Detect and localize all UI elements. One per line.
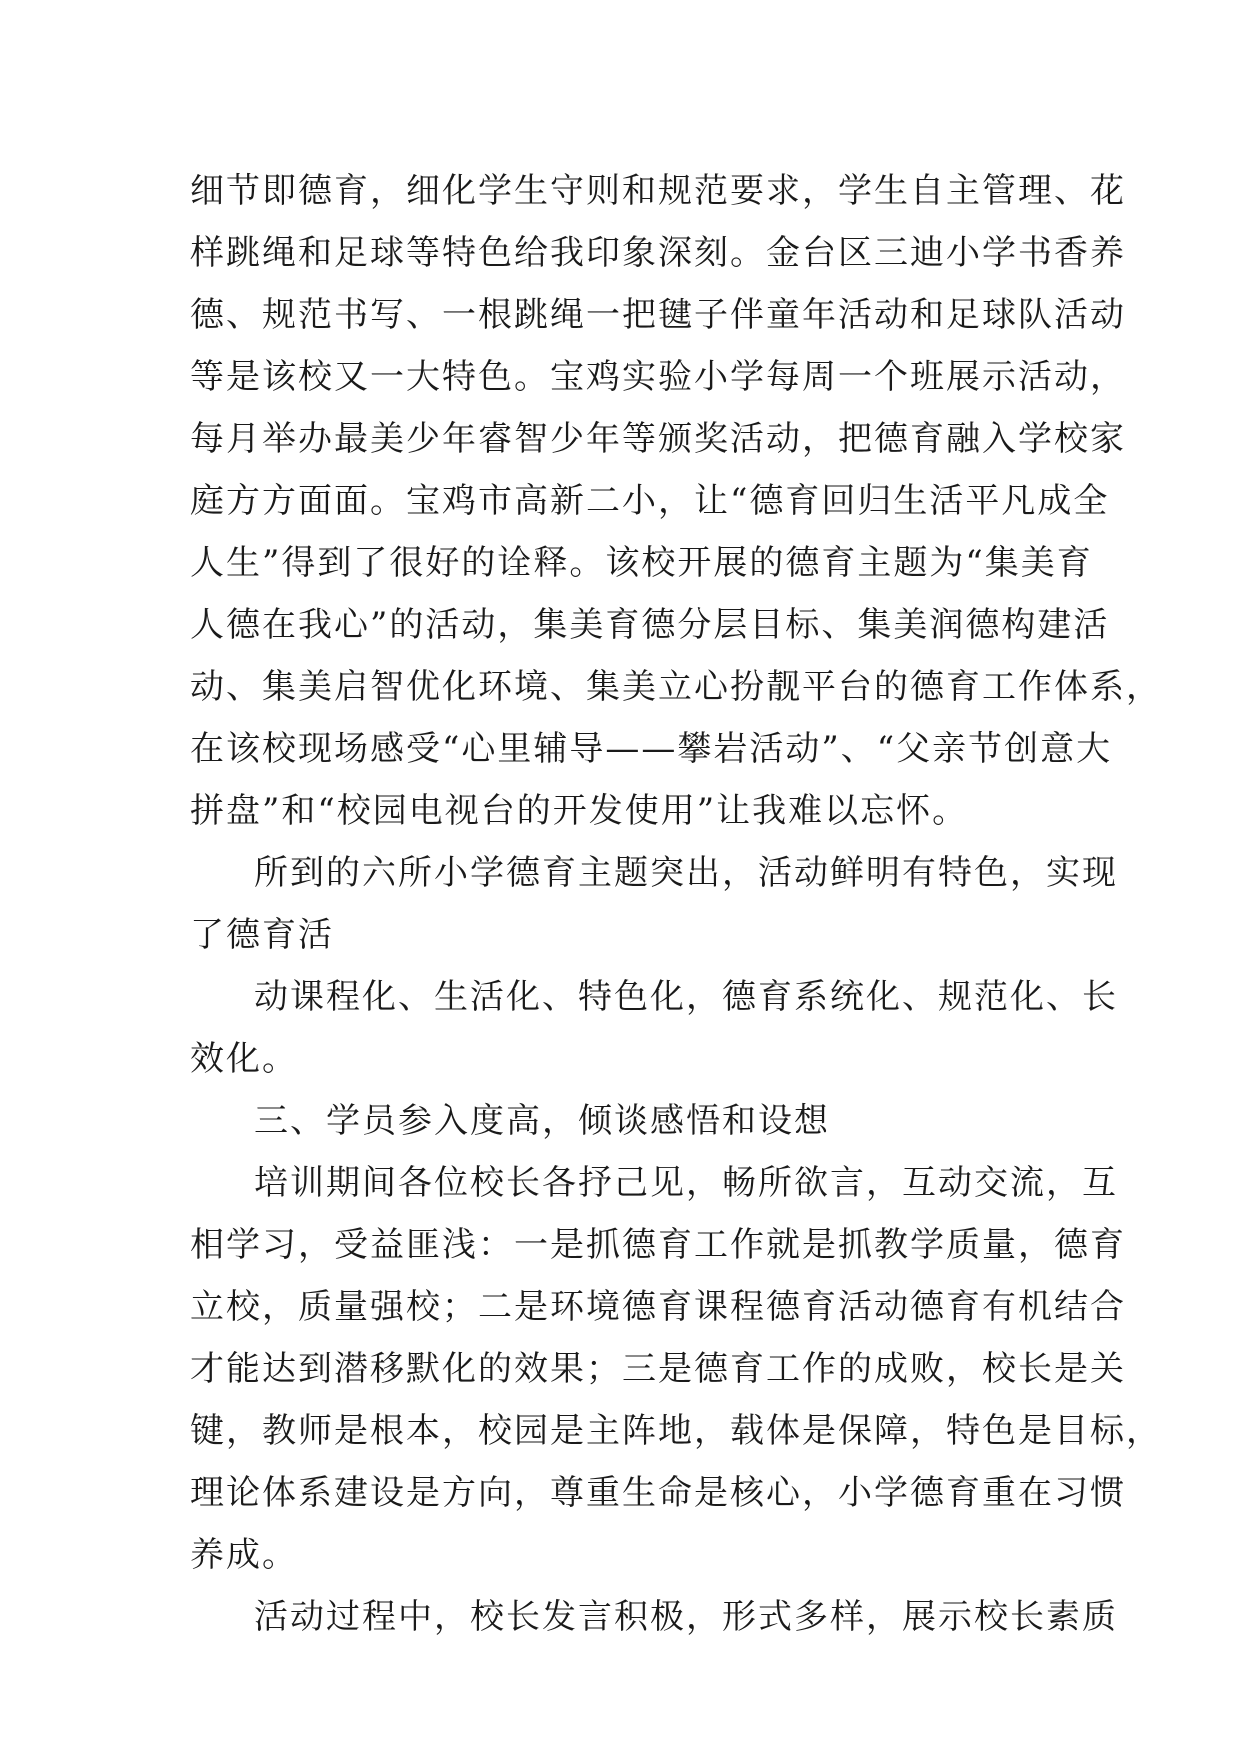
text-line: 效化。 <box>190 1039 298 1079</box>
paragraph-start-line: 培训期间各位校长各抒己见，畅所欲言，互动交流，互 <box>254 1163 1118 1203</box>
text-line: 庭方方面面。宝鸡市高新二小，让“德育回归生活平凡成全 <box>190 481 1110 521</box>
text-line: 养成。 <box>190 1535 298 1575</box>
paragraph-start-line: 动课程化、生活化、特色化，德育系统化、规范化、长 <box>254 977 1118 1017</box>
text-line: 键，教师是根本，校园是主阵地，载体是保障，特色是目标， <box>190 1411 1162 1451</box>
text-line: 在该校现场感受“心里辅导——攀岩活动”、“父亲节创意大 <box>190 729 1113 769</box>
text-line: 德、规范书写、一根跳绳一把毽子伴童年活动和足球队活动 <box>190 295 1126 335</box>
text-line: 细节即德育，细化学生守则和规范要求，学生自主管理、花 <box>190 171 1126 211</box>
text-line: 样跳绳和足球等特色给我印象深刻。金台区三迪小学书香养 <box>190 233 1126 273</box>
paragraph-start-line: 活动过程中，校长发言积极，形式多样，展示校长素质 <box>254 1597 1118 1637</box>
text-line: 每月举办最美少年睿智少年等颁奖活动，把德育融入学校家 <box>190 419 1126 459</box>
text-line: 等是该校又一大特色。宝鸡实验小学每周一个班展示活动， <box>190 357 1126 397</box>
paragraph-start-line: 所到的六所小学德育主题突出，活动鲜明有特色，实现 <box>254 853 1118 893</box>
section-heading: 三、学员参入度高，倾谈感悟和设想 <box>254 1101 830 1141</box>
text-line: 相学习，受益匪浅：一是抓德育工作就是抓教学质量，德育 <box>190 1225 1126 1265</box>
text-line: 动、集美启智优化环境、集美立心扮靓平台的德育工作体系， <box>190 667 1162 707</box>
text-line: 了德育活 <box>190 915 334 955</box>
document-body <box>190 160 1162 1648</box>
text-line: 才能达到潜移默化的效果；三是德育工作的成败，校长是关 <box>190 1349 1126 1389</box>
text-line: 拼盘”和“校园电视台的开发使用”让我难以忘怀。 <box>190 791 969 831</box>
text-line: 人生”得到了很好的诠释。该校开展的德育主题为“集美育 <box>190 543 1093 583</box>
text-line: 立校，质量强校；二是环境德育课程德育活动德育有机结合 <box>190 1287 1126 1327</box>
text-line: 人德在我心”的活动，集美育德分层目标、集美润德构建活 <box>190 605 1110 645</box>
text-line: 理论体系建设是方向，尊重生命是核心，小学德育重在习惯 <box>190 1473 1126 1513</box>
